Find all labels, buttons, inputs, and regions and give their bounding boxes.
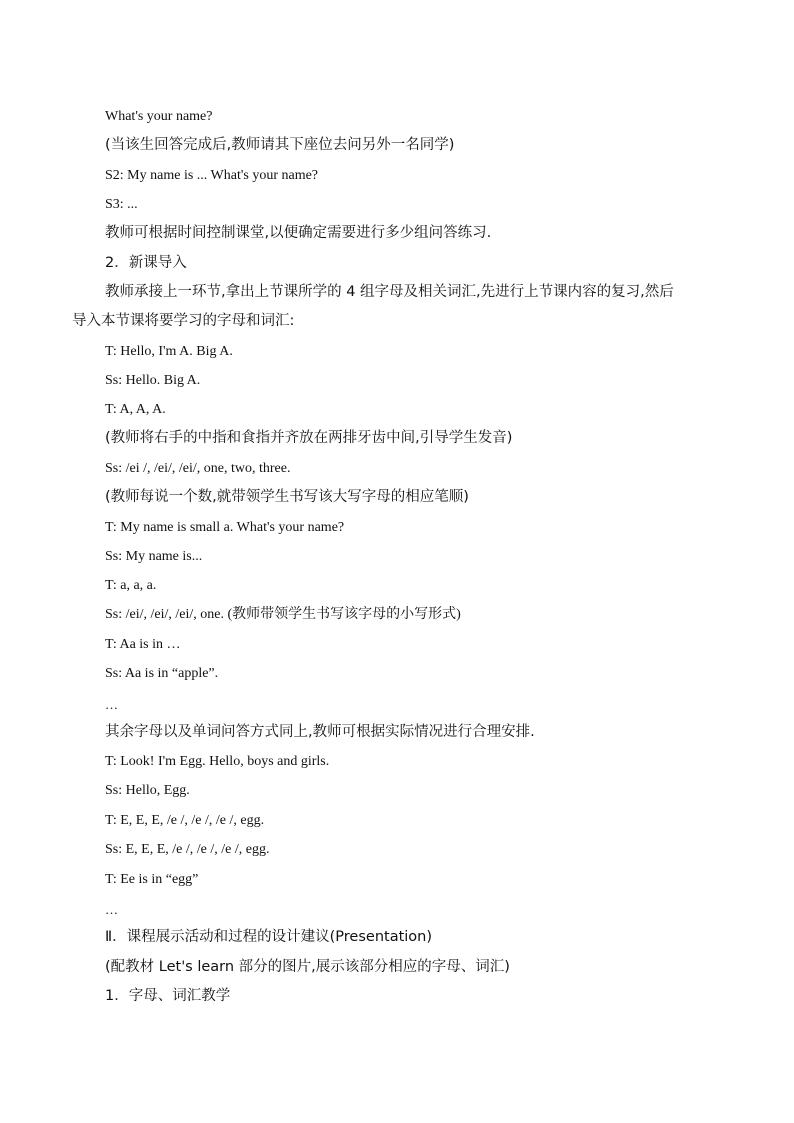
dialogue-line: S3: ... [105, 197, 138, 212]
dialogue-line: Ss: My name is... [105, 549, 203, 564]
dialogue-line: T: E, E, E, /e /, /e /, /e /, egg. [105, 813, 265, 828]
teacher-note: (当该生回答完成后,教师请其下座位去问另外一名同学) [105, 137, 455, 153]
dialogue-line: What's your name? [105, 109, 213, 124]
section-heading: Ⅱ．课程展示活动和过程的设计建议(Presentation) [105, 929, 433, 945]
dialogue-line: Ss: E, E, E, /e /, /e /, /e /, egg. [105, 842, 270, 857]
dialogue-line: Ss: Aa is in “apple”. [105, 666, 219, 681]
dialogue-line: Ss: Hello. Big A. [105, 373, 201, 388]
paragraph: 其余字母以及单词问答方式同上,教师可根据实际情况进行合理安排. [105, 724, 535, 740]
ellipsis: … [105, 697, 119, 712]
paragraph-continuation: 导入本节课将要学习的字母和词汇: [72, 313, 295, 329]
paragraph: 教师可根据时间控制课堂,以便确定需要进行多少组问答练习. [105, 225, 492, 241]
dialogue-line: T: Hello, I'm A. Big A. [105, 344, 233, 359]
section-heading: 2．新课导入 [105, 255, 187, 271]
teacher-note: (教师将右手的中指和食指并齐放在两排牙齿中间,引导学生发音) [105, 430, 513, 446]
dialogue-line: T: a, a, a. [105, 578, 157, 593]
dialogue-line: T: Aa is in … [105, 637, 181, 652]
dialogue-line: Ss: Hello, Egg. [105, 783, 190, 798]
teacher-note: (配教材 Let's learn 部分的图片,展示该部分相应的字母、词汇) [105, 959, 510, 975]
ellipsis: … [105, 902, 119, 917]
dialogue-line: T: Ee is in “egg” [105, 872, 199, 887]
dialogue-line: Ss: /ei /, /ei/, /ei/, one, two, three. [105, 461, 291, 476]
dialogue-line: Ss: /ei/, /ei/, /ei/, one. (教师带领学生书写该字母的小写形式) [105, 607, 461, 622]
dialogue-line: T: A, A, A. [105, 402, 166, 417]
subsection-heading: 1．字母、词汇教学 [105, 988, 231, 1004]
dialogue-line: T: Look! I'm Egg. Hello, boys and girls. [105, 754, 330, 769]
dialogue-line: S2: My name is ... What's your name? [105, 168, 319, 183]
paragraph: 教师承接上一环节,拿出上节课所学的 4 组字母及相关词汇,先进行上节课内容的复习,然后 [105, 284, 674, 300]
teacher-note: (教师每说一个数,就带领学生书写该大写字母的相应笔顺) [105, 489, 469, 505]
dialogue-line: T: My name is small a. What's your name? [105, 520, 345, 535]
